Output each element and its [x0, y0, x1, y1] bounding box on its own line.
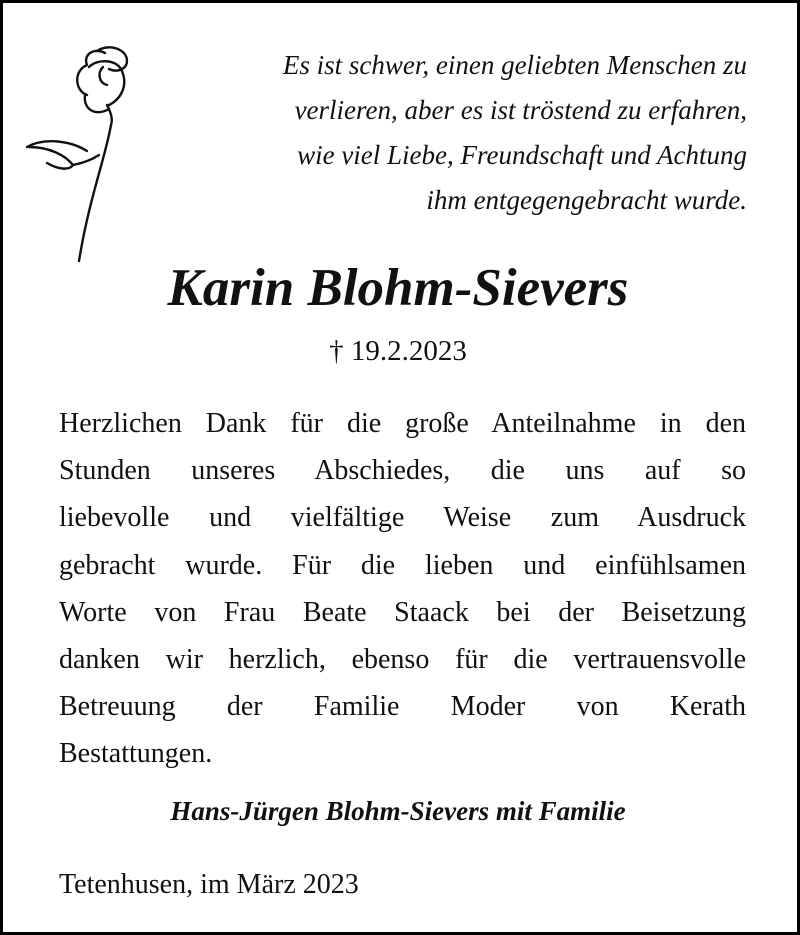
message-line: Herzlichen Dank für die große Anteilnahme in den [59, 408, 746, 439]
signature: Hans-Jürgen Blohm-Sievers mit Familie [170, 796, 626, 826]
message-line: liebevolle und vielfältige Weise zum Ausdruck [59, 502, 746, 534]
quote-line: ihm entgegengebracht wurde. [426, 185, 747, 215]
rose-icon [17, 39, 147, 269]
quote-line: Es ist schwer, einen geliebten Menschen zu [282, 50, 747, 80]
message-line: Stunden unseres Abschiedes, die uns auf so [59, 455, 746, 487]
place-date: Tetenhusen, im März 2023 [59, 869, 359, 900]
quote-line: verlieren, aber es ist tröstend zu erfahren, [294, 95, 747, 125]
message-line: Betreuung der Familie Moder von Kerath [59, 691, 746, 723]
message-line: Bestattungen. [59, 738, 213, 770]
quote-block [153, 43, 747, 223]
thank-you-message [59, 400, 746, 778]
quote-line: wie viel Liebe, Freundschaft und Achtung [297, 140, 747, 170]
deceased-name: Karin Blohm-Sievers [167, 259, 629, 317]
message-line: danken wir herzlich, ebenso für die vertrauensvolle [59, 644, 746, 676]
message-line: gebracht wurde. Für die lieben und einfühlsamen [59, 549, 746, 581]
message-line: Worte von Frau Beate Staack bei der Beisetzung [59, 596, 746, 628]
death-date: † 19.2.2023 [329, 335, 467, 367]
